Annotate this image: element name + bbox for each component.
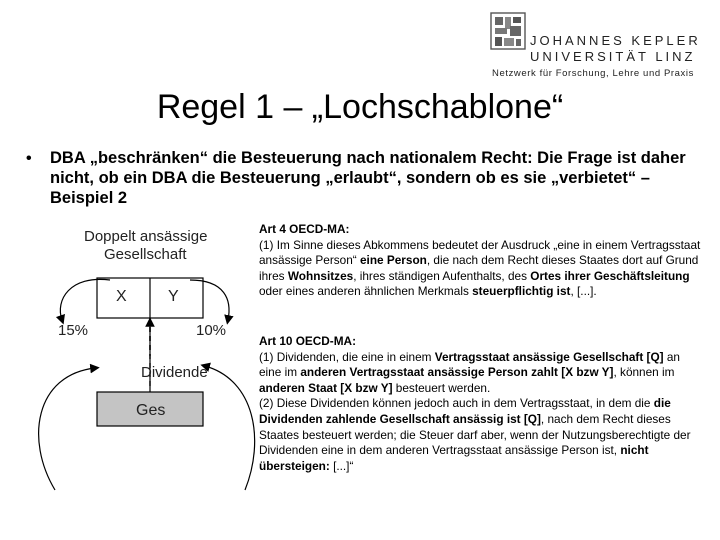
diagram-heading-line-2: Gesellschaft [104,246,187,263]
diagram-lines [0,220,260,520]
y-country-label: Y [168,288,179,305]
art10-paragraph-2: (2) Diese Dividenden können jedoch auch in dem Vertragsstaat, in dem die die Dividenden zahlende Gesellschaft ansässig ist [Q], nach dem Recht dieses Staates besteuert werden; die Steuer darf aber, wenn der Nutzungsberechtigte der Dividenden eine in dem anderen Vertragsstaat ansässige Person ist, nicht übersteigen: [...]“ [259,396,691,473]
bullet-marker: • [26,150,32,167]
logo-tagline: Netzwerk für Forschung, Lehre und Praxis [492,68,694,79]
university-logo [486,10,716,80]
art4-paragraph: (1) Im Sinne dieses Abkommens bedeutet der Ausdruck „eine in einem Vertragsstaat ansässige Person“ eine Person, die nach dem Recht dieses Staates dort auf Grund ihres Wohnsitzes, ihres ständigen Aufenthalts, des Ortes ihrer Geschäftsleitung oder eines anderen ähnlichen Merkmals steuerpflichtig ist, [...]. [259,237,701,299]
art10-text-block [259,334,703,474]
left-ges-arrow [39,368,95,490]
slide-title: Regel 1 – „Lochschablone“ [156,88,564,126]
diagram-heading-line-1: Doppelt ansässige [84,228,208,245]
left-tax-rate: 15% [58,322,89,339]
dividend-label: Dividende [141,364,208,381]
ges-label: Ges [136,402,166,419]
art4-text-block [259,222,703,300]
bullet-text: DBA „beschränken“ die Besteuerung nach nationalem Recht: Die Frage ist daher nicht, ob ein DBA die Besteuerung „erlaubt“, sondern ob es sie „verbietet“ – Beispiel 2 [50,149,686,207]
art10-title: Art 10 OECD-MA: [259,334,357,348]
art10-paragraph-1: (1) Dividenden, die eine in einem Vertragsstaat ansässige Gesellschaft [Q] an eine im anderen Vertragsstaat ansässige Person zahlt [X bzw Y], können im anderen Staat [X bzw Y] besteuert werden. [259,349,680,395]
logo-line-2: UNIVERSITÄT LINZ [530,49,696,64]
art4-title: Art 4 OECD-MA: [259,222,350,236]
x-country-label: X [116,288,127,305]
jku-emblem-icon [490,12,526,50]
right-tax-rate: 10% [196,322,227,339]
right-ges-arrow [205,366,255,490]
logo-line-1: JOHANNES KEPLER [530,33,701,48]
